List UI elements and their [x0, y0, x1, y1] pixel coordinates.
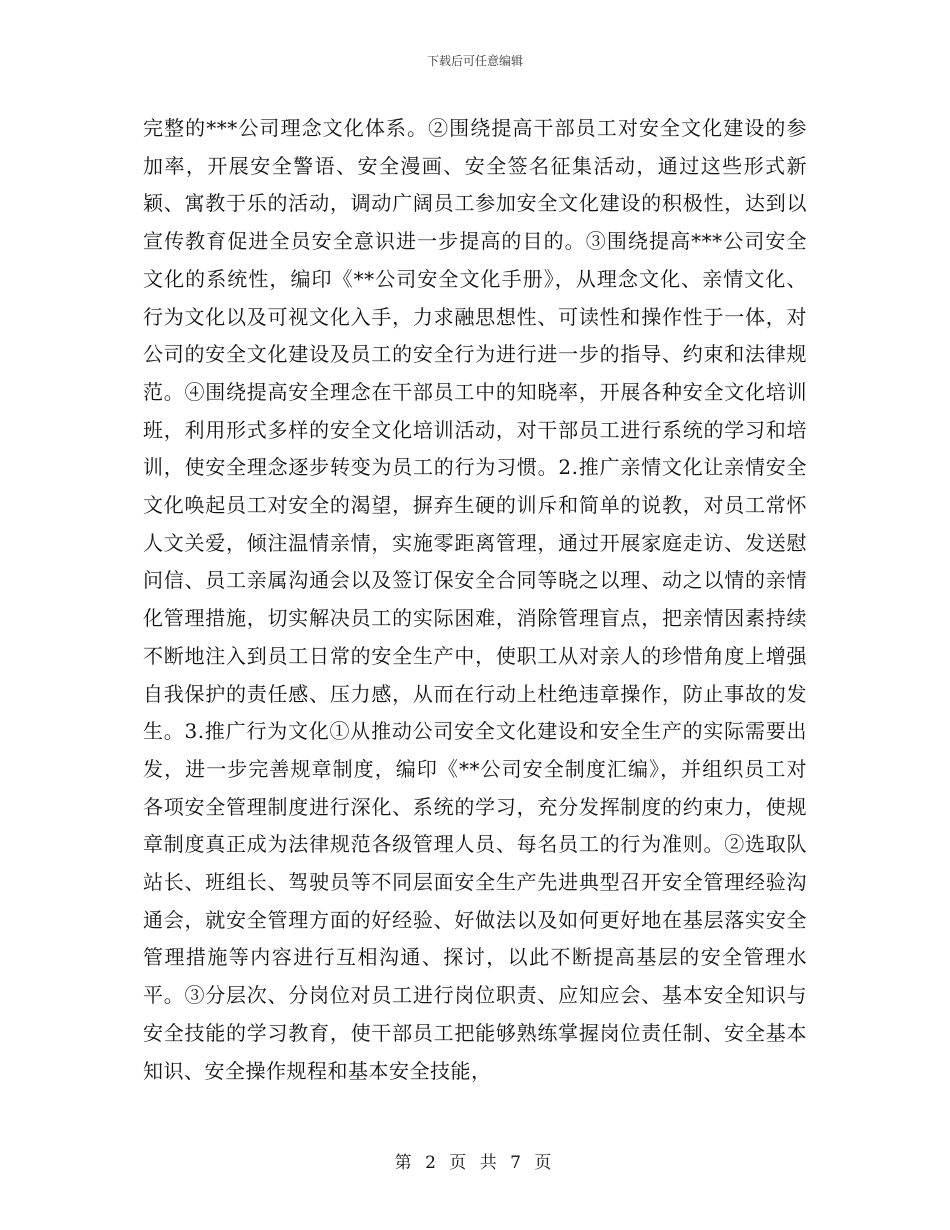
page-number-footer: 第 2 页 共 7 页 [394, 1153, 556, 1173]
header-note: 下载后可任意编辑 [426, 54, 523, 68]
body-paragraph: 完整的***公司理念文化体系。②围绕提高干部员工对安全文化建设的参加率，开展安全警语、安全漫画、安全签名征集活动，通过这些形式新颖、寓教于乐的活动，调动广阔员工参加安全文化建设的积极性，达到以宣传教育促进全员安全意识进一步提高的目的。③围绕提高***公司安全文化的系统性，编印《**公司安全文化手册》，从理念文化、亲情文化、行为文化以及可视文化入手，力求融思想性、可读性和操作性于一体，对公司的安全文化建设及员工的安全行为进行进一步的指导、约束和法律规范。④围绕提高安全理念在干部员工中的知晓率，开展各种安全文化培训班，利用形式多样的安全文化培训活动，对干部员工进行系统的学习和培训，使安全理念逐步转变为员工的行为习惯。2.推广亲情文化让亲情安全文化唤起员工对安全的渴望，摒弃生硬的训斥和简单的说教，对员工常怀人文关爱，倾注温情亲情，实施零距离管理，通过开展家庭走访、发送慰问信、员工亲属沟通会以及签订保安全合同等晓之以理、动之以情的亲情化管理措施，切实解决员工的实际困难，消除管理盲点，把亲情因素持续不断地注入到员工日常的安全生产中，使职工从对亲人的珍惜角度上增强自我保护的责任感、压力感，从而在行动上杜绝违章操作，防止事故的发生。3.推广行为文化①从推动公司安全文化建设和安全生产的实际需要出发，进一步完善规章制度，编印《**公司安全制度汇编》，并组织员工对各项安全管理制度进行深化、系统的学习，充分发挥制度的约束力，使规章制度真正成为法律规范各级管理人员、每名员工的行为准则。②选取队站长、班组长、驾驶员等不同层面安全生产先进典型召开安全管理经验沟通会，就安全管理方面的好经验、好做法以及如何更好地在基层落实安全管理措施等内容进行互相沟通、探讨，以此不断提高基层的安全管理水平。③分层次、分岗位对员工进行岗位职责、应知应会、基本安全知识与安全技能的学习教育，使干部员工把能够熟练掌握岗位责任制、安全基本知识、安全操作规程和基本安全技能， [143, 116, 807, 1083]
